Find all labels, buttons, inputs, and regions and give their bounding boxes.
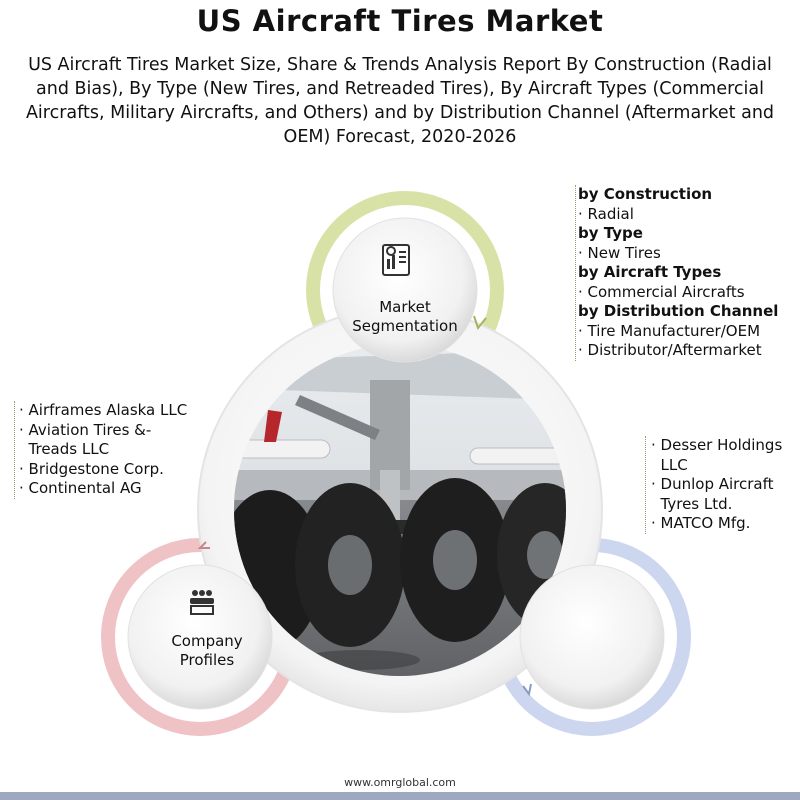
segmentation-list-item: · Distributor/Aftermarket: [578, 341, 762, 359]
segmentation-list-item: · Commercial Aircrafts: [578, 282, 745, 301]
company-list-item: · MATCO Mfg.: [651, 514, 751, 532]
segmentation-list-item: · Radial: [578, 204, 634, 223]
segmentation-list: [575, 185, 778, 361]
report-chart-icon: [383, 245, 409, 275]
segmentation-list-item: by Construction: [578, 185, 713, 203]
segmentation-node: [333, 218, 477, 362]
company-list-item: · Continental AG: [19, 479, 142, 497]
company-list-item: · Airframes Alaska LLC: [19, 401, 188, 419]
company-list-item: · Aviation Tires &-: [19, 420, 152, 439]
segmentation-list-item: · Tire Manufacturer/OEM: [578, 321, 761, 340]
segmentation-label-line2: Segmentation: [352, 317, 458, 335]
company-list-item: · Bridgestone Corp.: [19, 459, 164, 478]
company-list-item: · Desser Holdings: [651, 436, 783, 454]
third-node: [520, 565, 664, 709]
company-list-item: LLC: [651, 455, 688, 474]
segmentation-label-line1: Market: [379, 298, 431, 316]
left-company-list: [14, 401, 187, 499]
segmentation-list-item: by Aircraft Types: [578, 263, 722, 281]
segmentation-list-item: by Distribution Channel: [578, 302, 779, 320]
page-title: US Aircraft Tires Market: [196, 4, 604, 38]
segmentation-list-item: · New Tires: [578, 243, 661, 262]
footer-bar: [0, 792, 800, 800]
profiles-label-line1: Company: [171, 632, 243, 650]
company-list-item: · Dunlop Aircraft: [651, 475, 774, 493]
footer-url: www.omrglobal.com: [344, 776, 456, 789]
page-subtitle: US Aircraft Tires Market Size, Share & Trends Analysis Report By Construction (Radial and Bias), By Type (New Tires, and Retreaded Tires), By Aircraft Types (Commercial Aircrafts, Military Aircrafts, and Others) and by Distribution Channel (Aftermarket and OEM) Forecast, 2020-2026: [25, 55, 775, 147]
right-company-list: [645, 436, 782, 534]
company-list-item: Tyres Ltd.: [651, 494, 733, 513]
company-list-item: Treads LLC: [19, 440, 110, 458]
segmentation-list-item: by Type: [578, 224, 643, 242]
profiles-label-line2: Profiles: [179, 651, 235, 669]
